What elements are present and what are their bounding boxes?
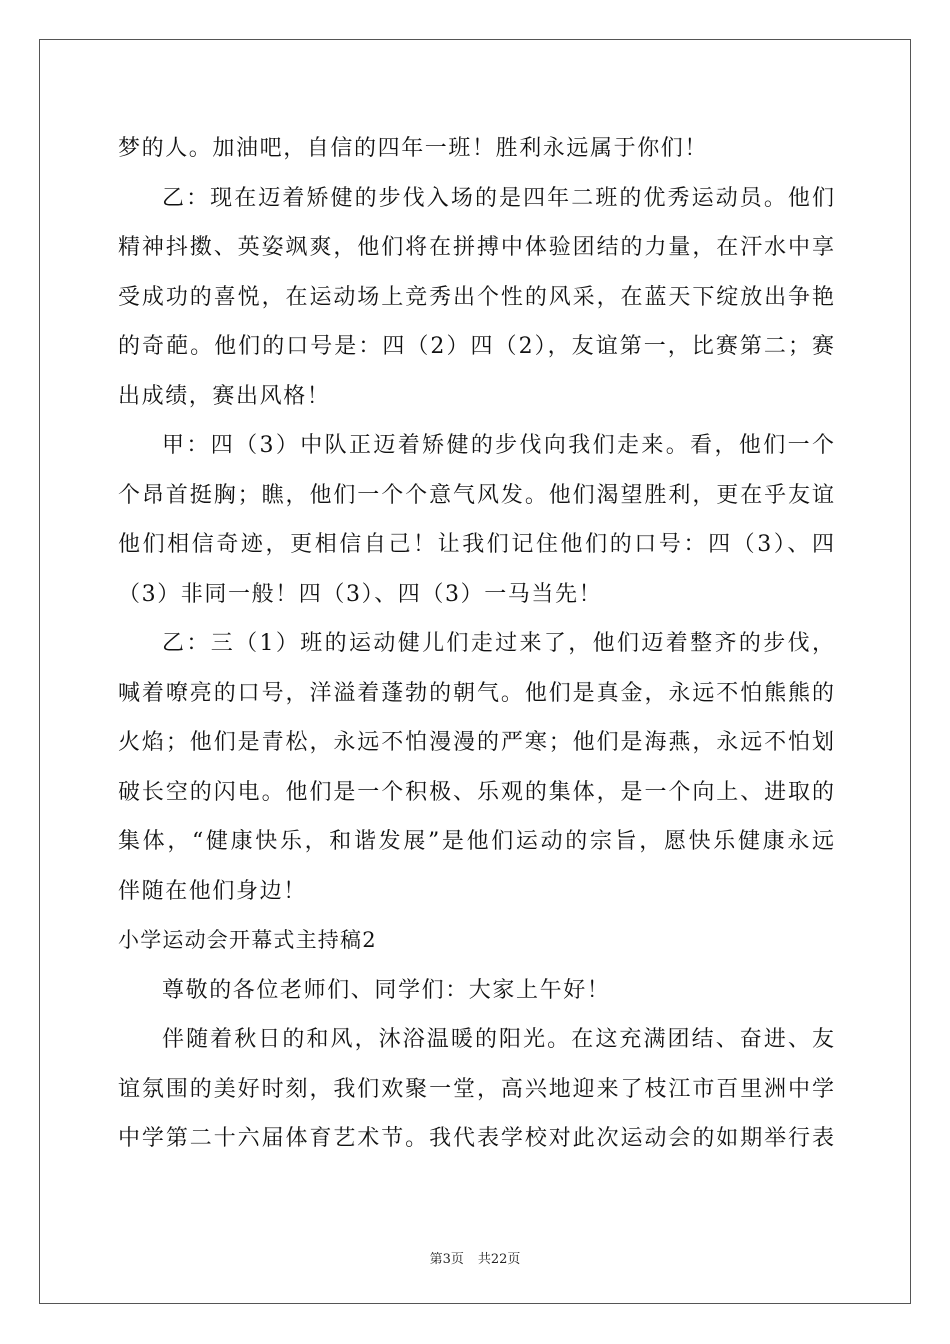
text-line: 乙：三（1）班的运动健儿们走过来了，他们迈着整齐的步伐， — [162, 631, 834, 656]
total-page-count: 共22页 — [477, 1252, 521, 1267]
text-line: 出成绩，赛出风格！ — [118, 383, 331, 409]
text-line: 集体，“健康快乐，和谐发展”是他们运动的宗旨，愿快乐健康永远 — [118, 829, 834, 854]
text-line: （3）非同一般！四（3）、四（3）一马当先！ — [118, 581, 603, 607]
text-line: 精神抖擞、英姿飒爽，他们将在拼搏中体验团结的力量，在汗水中享 — [118, 235, 834, 260]
text-line: 破长空的闪电。他们是一个积极、乐观的集体，是一个向上、进取的 — [118, 779, 834, 805]
text-line: 伴随着秋日的和风，沐浴温暖的阳光。在这充满团结、奋进、友 — [162, 1027, 834, 1052]
text-line: 喊着嘹亮的口号，洋溢着蓬勃的朝气。他们是真金，永远不怕熊熊的 — [118, 680, 834, 706]
section-heading: 小学运动会开幕式主持稿2 — [118, 928, 377, 952]
text-line: 伴随在他们身边！ — [118, 878, 307, 904]
document-body — [118, 124, 834, 1164]
text-line: 受成功的喜悦，在运动场上竞秀出个性的风采，在蓝天下绽放出争艳 — [118, 284, 834, 310]
current-page-number: 第3页 — [429, 1252, 464, 1267]
page-footer — [0, 1248, 950, 1267]
text-line: 梦的人。加油吧，自信的四年一班！胜利永远属于你们！ — [118, 136, 709, 161]
text-line: 中学第二十六届体育艺术节。我代表学校对此次运动会的如期举行表 — [118, 1126, 834, 1151]
text-line: 的奇葩。他们的口号是：四（2）四（2），友谊第一，比赛第二；赛 — [118, 334, 834, 359]
text-line: 谊氛围的美好时刻，我们欢聚一堂，高兴地迎来了枝江市百里洲中学 — [118, 1076, 834, 1102]
text-line: 尊敬的各位老师们、同学们：大家上午好！ — [162, 977, 611, 1003]
text-line: 他们相信奇迹，更相信自己！让我们记住他们的口号：四（3）、四 — [118, 532, 834, 557]
text-line: 个昂首挺胸；瞧，他们一个个意气风发。他们渴望胜利，更在乎友谊 — [118, 482, 834, 508]
text-line: 甲：四（3）中队正迈着矫健的步伐向我们走来。看，他们一个 — [162, 433, 834, 458]
text-line: 火焰；他们是青松，永远不怕漫漫的严寒；他们是海燕，永远不怕划 — [118, 730, 834, 755]
text-line: 乙：现在迈着矫健的步伐入场的是四年二班的优秀运动员。他们 — [162, 185, 834, 211]
